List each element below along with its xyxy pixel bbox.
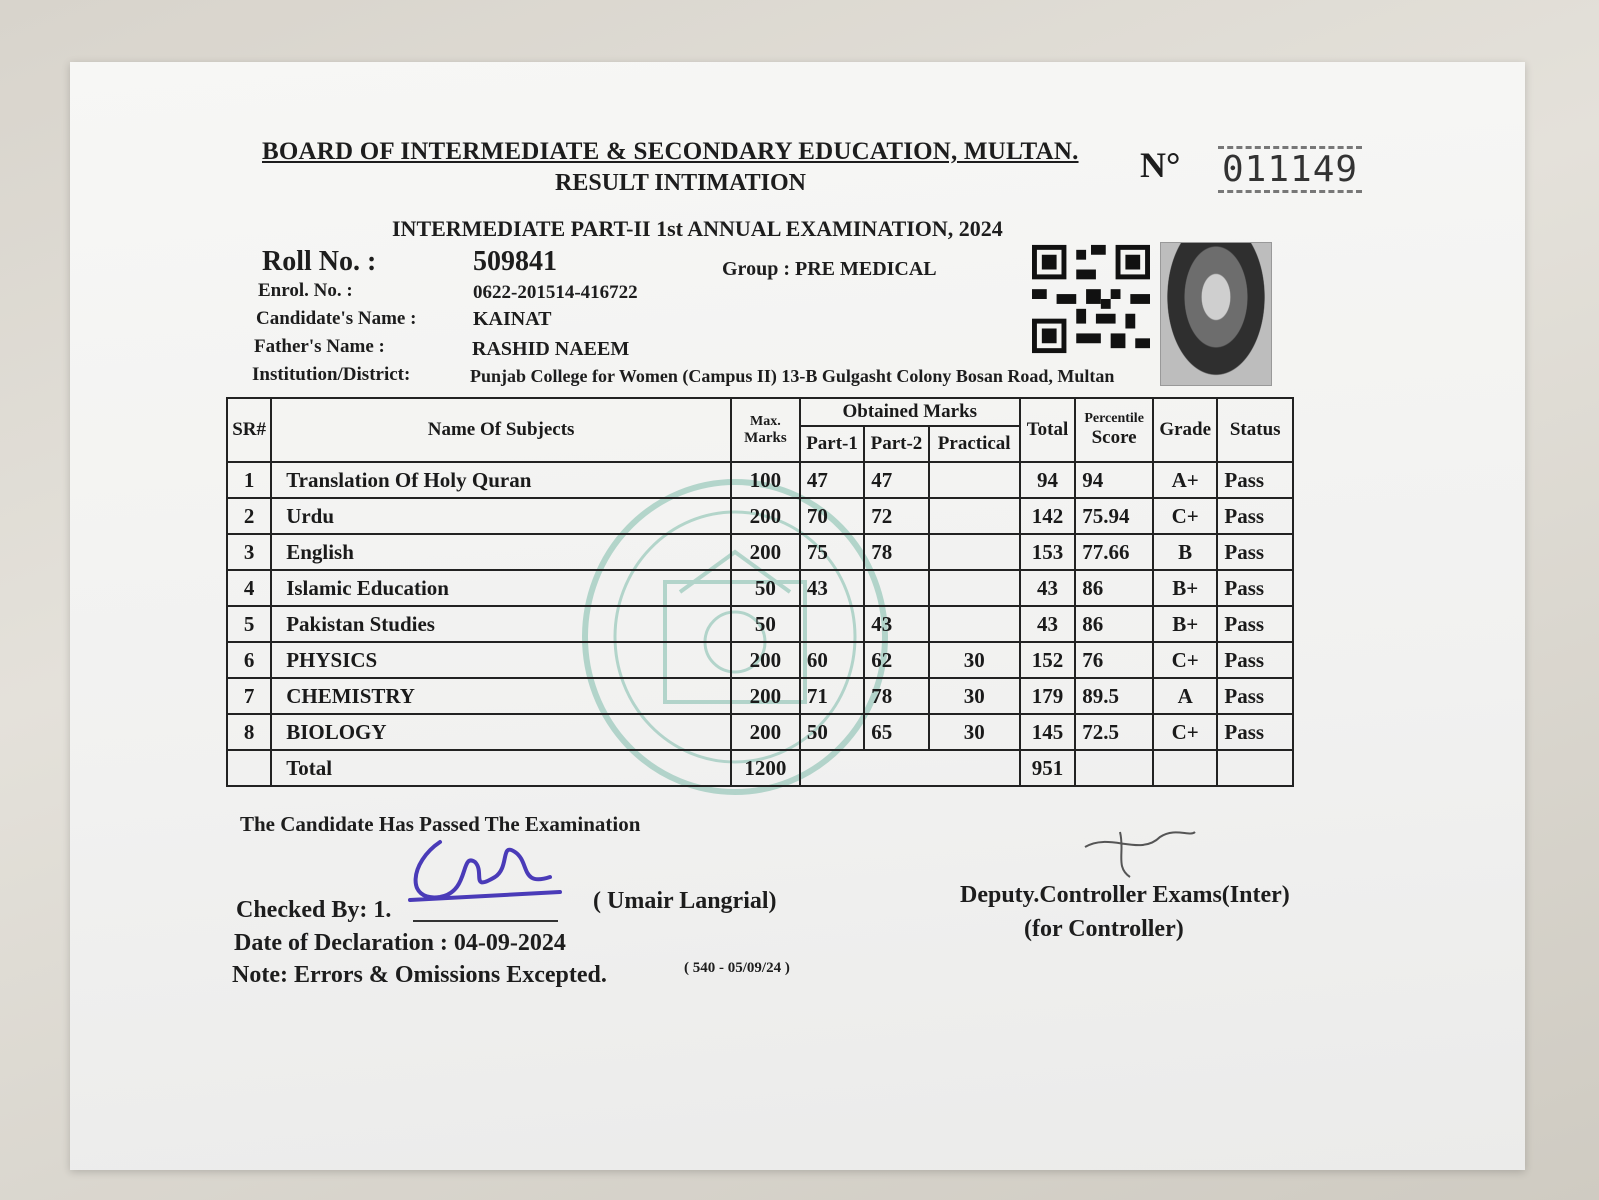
candidate-name: KAINAT — [473, 308, 552, 330]
percentile-cell: 75.94 — [1075, 498, 1153, 534]
percentile-cell: 94 — [1075, 462, 1153, 498]
part1-cell — [800, 606, 864, 642]
percentile-cell: 86 — [1075, 606, 1153, 642]
board-title: BOARD OF INTERMEDIATE & SECONDARY EDUCATION, MULTAN. — [262, 138, 1079, 165]
subject-cell: Pakistan Studies — [271, 606, 731, 642]
practical-cell — [929, 462, 1020, 498]
total-cell: 43 — [1020, 606, 1076, 642]
sr-cell: 2 — [227, 498, 271, 534]
total-max-marks: 1200 — [731, 750, 800, 786]
marks-table — [226, 397, 1294, 787]
roll-number: 509841 — [473, 246, 557, 277]
practical-cell: 30 — [929, 714, 1020, 750]
status-cell: Pass — [1217, 498, 1293, 534]
institution: Punjab College for Women (Campus II) 13-B Gulgasht Colony Bosan Road, Multan — [470, 366, 1115, 386]
exam-title: INTERMEDIATE PART-II 1st ANNUAL EXAMINATION, 2024 — [392, 216, 1003, 241]
deputy-controller-title: Deputy.Controller Exams(Inter) — [960, 882, 1290, 908]
total-cell: 43 — [1020, 570, 1076, 606]
part2-cell: 78 — [864, 678, 928, 714]
total-cell: 94 — [1020, 462, 1076, 498]
sr-cell: 3 — [227, 534, 271, 570]
status-cell: Pass — [1217, 606, 1293, 642]
percentile-cell: 89.5 — [1075, 678, 1153, 714]
max-marks-cell: 50 — [731, 606, 800, 642]
part1-cell: 60 — [800, 642, 864, 678]
grade-cell: C+ — [1153, 642, 1217, 678]
grade-cell: A+ — [1153, 462, 1217, 498]
sr-cell: 5 — [227, 606, 271, 642]
part1-cell: 71 — [800, 678, 864, 714]
practical-cell — [929, 606, 1020, 642]
document-subtitle: RESULT INTIMATION — [555, 170, 806, 196]
max-marks-cell: 200 — [731, 678, 800, 714]
part2-cell: 43 — [864, 606, 928, 642]
total-cell: 179 — [1020, 678, 1076, 714]
header-grade: Grade — [1153, 398, 1217, 462]
status-cell: Pass — [1217, 678, 1293, 714]
result-sheet — [70, 62, 1525, 1170]
father-name-label: Father's Name : — [254, 336, 385, 357]
errors-note: Note: Errors & Omissions Excepted. — [232, 962, 607, 988]
header-percentile — [1075, 398, 1153, 462]
table-row — [227, 534, 1293, 570]
percentile-cell: 77.66 — [1075, 534, 1153, 570]
checked-by-line — [413, 920, 558, 922]
grade-cell: A — [1153, 678, 1217, 714]
total-cell: 153 — [1020, 534, 1076, 570]
header-obtained-marks: Obtained Marks — [800, 398, 1020, 426]
percentile-cell: 86 — [1075, 570, 1153, 606]
group: Group : PRE MEDICAL — [722, 258, 937, 280]
practical-cell — [929, 498, 1020, 534]
enrol-number: 0622-201514-416722 — [473, 282, 638, 303]
max-marks-cell: 200 — [731, 498, 800, 534]
table-row — [227, 498, 1293, 534]
institution-label: Institution/District: — [252, 364, 411, 385]
header-max-marks — [731, 398, 800, 462]
total-row — [227, 750, 1293, 786]
total-label: Total — [271, 750, 731, 786]
practical-cell: 30 — [929, 678, 1020, 714]
percentile-cell: 76 — [1075, 642, 1153, 678]
practical-cell — [929, 570, 1020, 606]
table-row — [227, 678, 1293, 714]
part2-cell: 78 — [864, 534, 928, 570]
marks-table-body — [227, 462, 1293, 750]
header-percentile-line1: Percentile — [1084, 411, 1144, 426]
part1-cell: 47 — [800, 462, 864, 498]
total-percentile-empty — [1075, 750, 1153, 786]
sr-cell: 4 — [227, 570, 271, 606]
table-row — [227, 714, 1293, 750]
part1-cell: 70 — [800, 498, 864, 534]
checker-signature — [400, 822, 570, 912]
max-marks-cell: 100 — [731, 462, 800, 498]
header-status: Status — [1217, 398, 1293, 462]
table-row — [227, 606, 1293, 642]
roll-label: Roll No. : — [262, 246, 377, 277]
practical-cell: 30 — [929, 642, 1020, 678]
percentile-cell: 72.5 — [1075, 714, 1153, 750]
declaration-date: Date of Declaration : 04-09-2024 — [234, 930, 566, 956]
subject-cell: CHEMISTRY — [271, 678, 731, 714]
header-percentile-line2: Score — [1091, 427, 1137, 448]
part2-cell: 65 — [864, 714, 928, 750]
pass-statement: The Candidate Has Passed The Examination — [240, 812, 641, 836]
status-cell: Pass — [1217, 642, 1293, 678]
total-cell: 145 — [1020, 714, 1076, 750]
enrol-label: Enrol. No. : — [258, 280, 353, 301]
candidate-name-label: Candidate's Name : — [256, 308, 417, 329]
sr-cell: 7 — [227, 678, 271, 714]
total-status-empty — [1217, 750, 1293, 786]
grade-cell: B+ — [1153, 570, 1217, 606]
max-marks-cell: 200 — [731, 642, 800, 678]
total-obtained-marks: 951 — [1020, 750, 1076, 786]
reference-number: ( 540 - 05/09/24 ) — [684, 960, 790, 976]
sr-cell: 1 — [227, 462, 271, 498]
checked-by-label: Checked By: 1. — [236, 897, 392, 923]
total-obtained-empty — [800, 750, 1020, 786]
status-cell: Pass — [1217, 462, 1293, 498]
header-practical: Practical — [929, 426, 1020, 462]
part2-cell: 72 — [864, 498, 928, 534]
for-controller: (for Controller) — [1024, 916, 1184, 942]
grade-cell: B+ — [1153, 606, 1217, 642]
father-name: RASHID NAEEM — [472, 338, 630, 360]
header-part2: Part-2 — [864, 426, 928, 462]
header-total: Total — [1020, 398, 1076, 462]
sr-cell: 8 — [227, 714, 271, 750]
part1-cell: 75 — [800, 534, 864, 570]
part2-cell: 62 — [864, 642, 928, 678]
status-cell: Pass — [1217, 714, 1293, 750]
controller-signature — [1080, 822, 1200, 882]
max-marks-cell: 200 — [731, 534, 800, 570]
subject-cell: BIOLOGY — [271, 714, 731, 750]
part2-cell — [864, 570, 928, 606]
grade-cell: C+ — [1153, 498, 1217, 534]
total-sr-empty — [227, 750, 271, 786]
total-cell: 152 — [1020, 642, 1076, 678]
grade-cell: C+ — [1153, 714, 1217, 750]
serial-number: 011149 — [1218, 146, 1362, 193]
sr-cell: 6 — [227, 642, 271, 678]
header-part1: Part-1 — [800, 426, 864, 462]
part2-cell: 47 — [864, 462, 928, 498]
subject-cell: Translation Of Holy Quran — [271, 462, 731, 498]
table-row — [227, 642, 1293, 678]
subject-cell: English — [271, 534, 731, 570]
subject-cell: PHYSICS — [271, 642, 731, 678]
max-marks-cell: 200 — [731, 714, 800, 750]
practical-cell — [929, 534, 1020, 570]
max-marks-cell: 50 — [731, 570, 800, 606]
part1-cell: 43 — [800, 570, 864, 606]
candidate-photo — [1160, 242, 1272, 386]
part1-cell: 50 — [800, 714, 864, 750]
checker-name: ( Umair Langrial) — [593, 888, 777, 914]
subject-cell: Urdu — [271, 498, 731, 534]
table-row — [227, 570, 1293, 606]
table-row — [227, 462, 1293, 498]
qr-code — [1032, 244, 1150, 354]
total-grade-empty — [1153, 750, 1217, 786]
status-cell: Pass — [1217, 534, 1293, 570]
grade-cell: B — [1153, 534, 1217, 570]
total-cell: 142 — [1020, 498, 1076, 534]
header-sr: SR# — [227, 398, 271, 462]
subject-cell: Islamic Education — [271, 570, 731, 606]
status-cell: Pass — [1217, 570, 1293, 606]
header-max-line1: Max. — [750, 413, 781, 429]
serial-label: N° — [1140, 145, 1181, 185]
header-max-line2: Marks — [744, 429, 787, 446]
header-subject: Name Of Subjects — [271, 398, 731, 462]
